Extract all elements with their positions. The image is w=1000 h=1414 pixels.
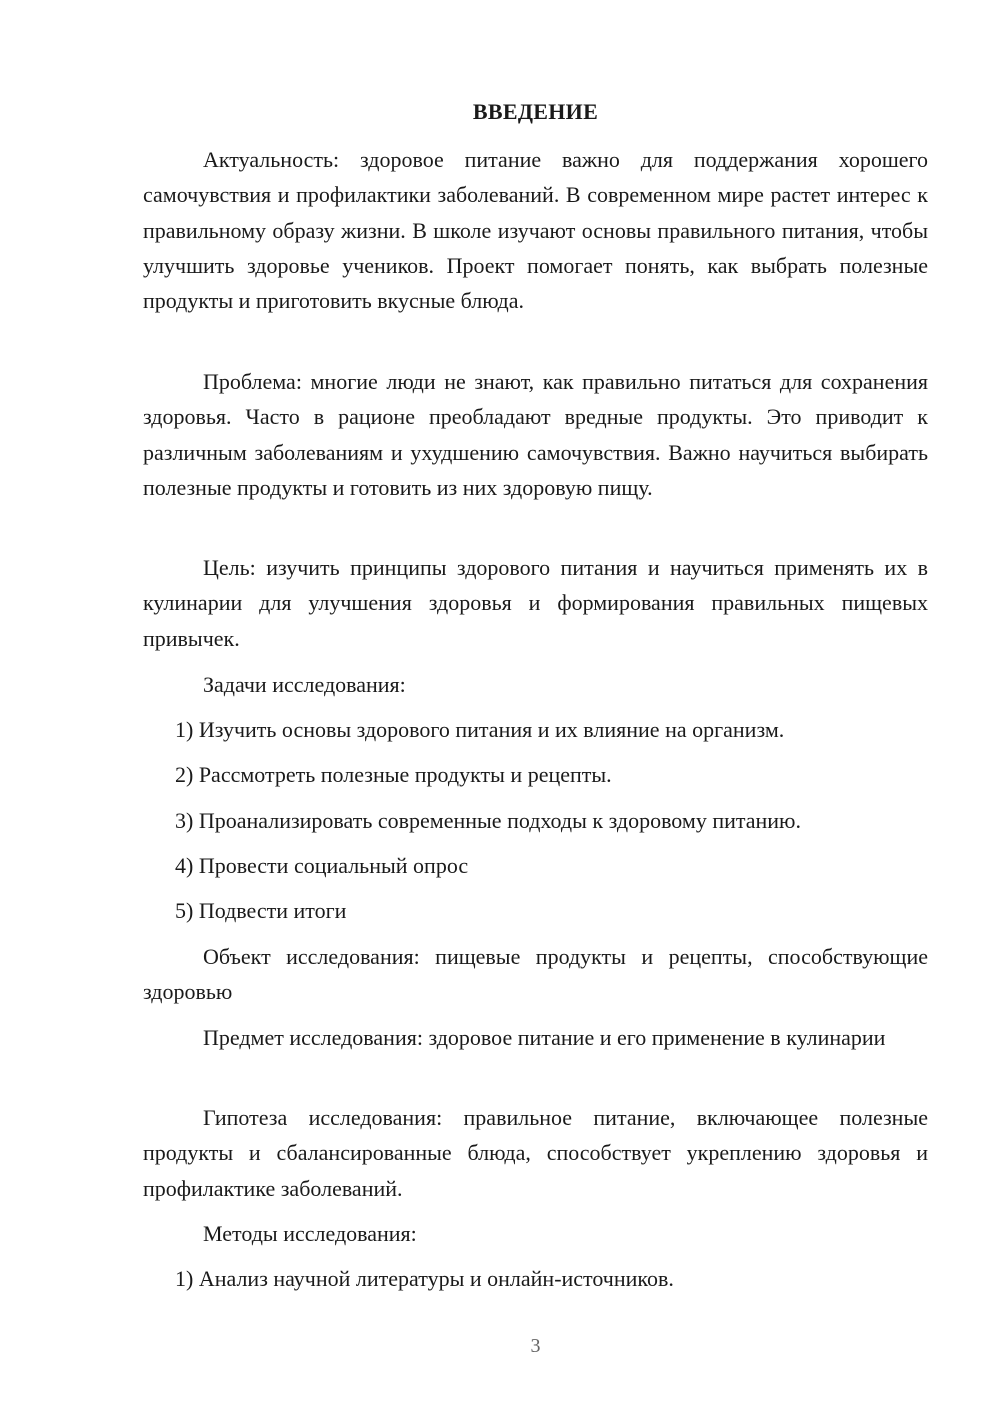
tasks-heading: Задачи исследования: — [203, 672, 406, 697]
task-item-5: 5) Подвести итоги — [175, 898, 347, 923]
paragraph-subject: Предмет исследования: здоровое питание и его применение в кулинарии — [203, 1025, 886, 1050]
task-item-2: 2) Рассмотреть полезные продукты и рецепты. — [175, 762, 612, 787]
methods-heading: Методы исследования: — [203, 1221, 417, 1246]
task-item-3: 3) Проанализировать современные подходы к здоровому питанию. — [175, 808, 801, 833]
paragraph-hypothesis: Гипотеза исследования: правильное питание, включающее полезные продукты и сбалансированные блюда, способствует укреплению здоровья и профилактике заболеваний. — [143, 1105, 928, 1201]
task-item-4: 4) Провести социальный опрос — [175, 853, 469, 878]
document-page — [143, 0, 928, 1414]
page-title: ВВЕДЕНИЕ — [472, 99, 599, 124]
paragraph-problem: Проблема: многие люди не знают, как правильно питаться для сохранения здоровья. Часто в рационе преобладают вредные продукты. Это приводит к различным заболеваниям и ухудшению самочувствия. Важно научиться выбирать полезные продукты и готовить из них здоровую пищу. — [143, 369, 928, 500]
paragraph-object: Объект исследования: пищевые продукты и рецепты, способствующие здоровью — [143, 944, 928, 1005]
method-item-1: 1) Анализ научной литературы и онлайн-источников. — [175, 1266, 674, 1291]
paragraph-goal: Цель: изучить принципы здорового питания и научиться применять их в кулинарии для улучшения здоровья и формирования правильных пищевых привычек. — [143, 555, 928, 651]
paragraph-relevance: Актуальность: здоровое питание важно для поддержания хорошего самочувствия и профилактики заболеваний. В современном мире растет интерес к правильному образу жизни. В школе изучают основы правильного питания, чтобы улучшить здоровье учеников. Проект помогает понять, как выбрать полезные продукты и приготовить вкусные блюда. — [143, 147, 928, 314]
page-number: 3 — [530, 1335, 541, 1357]
task-item-1: 1) Изучить основы здорового питания и их влияние на организм. — [175, 717, 785, 742]
